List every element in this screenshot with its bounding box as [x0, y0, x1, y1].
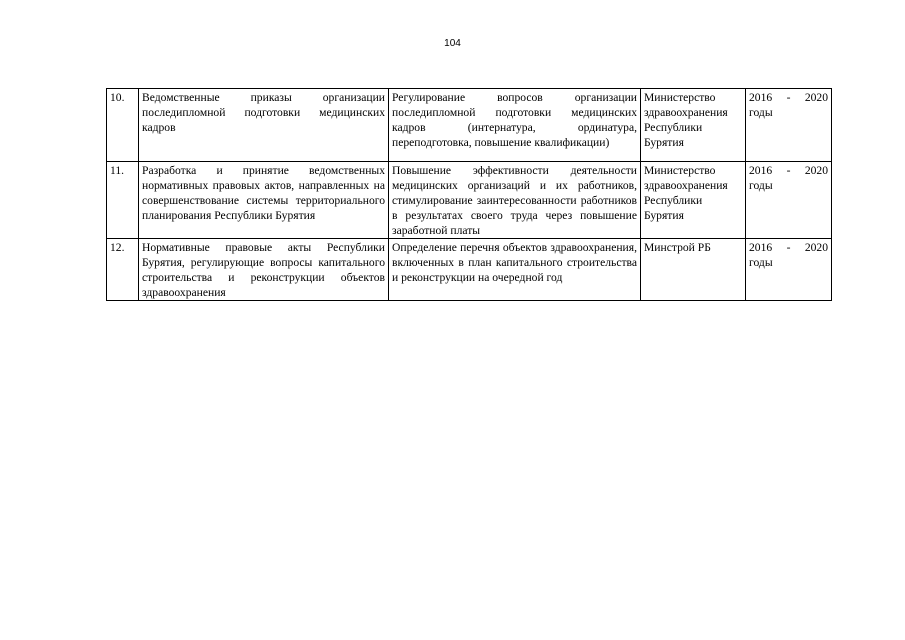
- term-unit: годы: [749, 256, 773, 269]
- executor: Министерство здравоохранения Республики Бурятия: [641, 162, 746, 239]
- executor: Министерство здравоохранения Республики Бурятия: [641, 89, 746, 162]
- table-row: [107, 162, 832, 239]
- row-number: 10.: [107, 89, 139, 162]
- measure-name: Нормативные правовые акты Республики Бурятия, регулирующие вопросы капитального строительства и реконструкции объектов здравоохранения: [139, 239, 389, 301]
- term-cell: [746, 89, 832, 162]
- measure-description: Регулирование вопросов организации последипломной подготовки медицинских кадров (интернатура, ординатура, переподготовка, повышение квалификации): [389, 89, 641, 162]
- term-to: 2020: [804, 91, 828, 104]
- term-cell: [746, 162, 832, 239]
- term-from: 2016: [749, 91, 773, 104]
- term-range: [749, 90, 828, 105]
- term-to: 2020: [804, 241, 828, 254]
- page-number: 104: [444, 38, 461, 49]
- measure-name: Ведомственные приказы организации последипломной подготовки медицинских кадров: [139, 89, 389, 162]
- term-from: 2016: [749, 241, 773, 254]
- table-row: [107, 89, 832, 162]
- term-cell: [746, 239, 832, 301]
- row-number: 11.: [107, 162, 139, 239]
- term-to: 2020: [804, 164, 828, 177]
- table-row: [107, 239, 832, 301]
- term-dash: -: [786, 164, 791, 177]
- measures-table: [106, 88, 832, 301]
- row-number: 12.: [107, 239, 139, 301]
- measure-name: Разработка и принятие ведомственных нормативных правовых актов, направленных на совершенствование системы территориального планирования Республики Бурятия: [139, 162, 389, 239]
- term-from: 2016: [749, 164, 773, 177]
- term-dash: -: [786, 91, 791, 104]
- term-range: [749, 163, 828, 178]
- executor: Минстрой РБ: [641, 239, 746, 301]
- term-dash: -: [786, 241, 791, 254]
- term-range: [749, 240, 828, 255]
- measure-description: Определение перечня объектов здравоохранения, включенных в план капитального строительства и реконструкции на очередной год: [389, 239, 641, 301]
- measure-description: Повышение эффективности деятельности медицинских организаций и их работников, стимулирование заинтересованности работников в результатах своего труда через повышение заработной платы: [389, 162, 641, 239]
- term-unit: годы: [749, 106, 773, 119]
- term-unit: годы: [749, 179, 773, 192]
